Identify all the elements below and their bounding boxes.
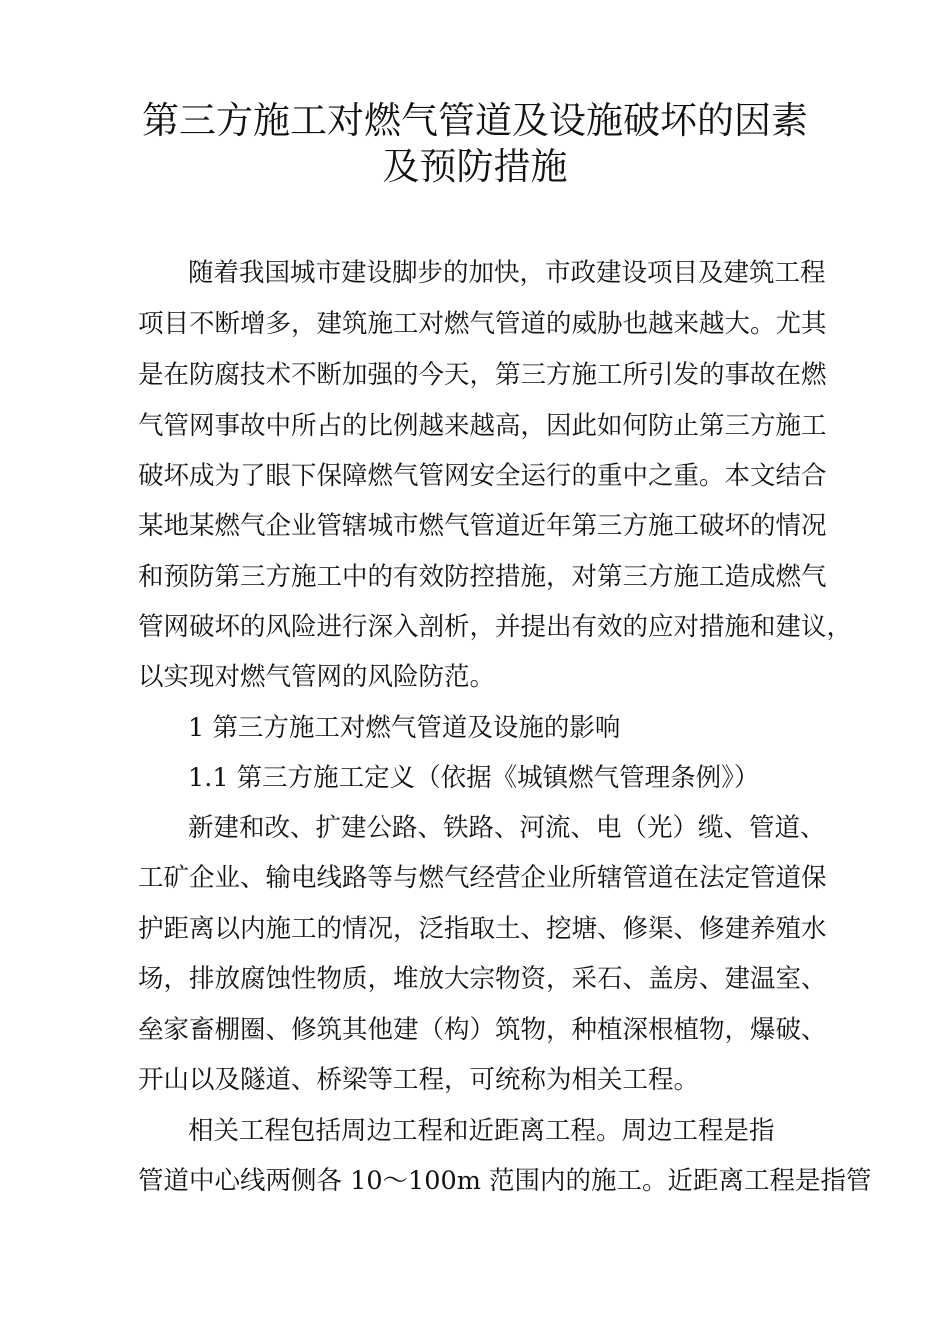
- subsection-heading: 1.1 第三方施工定义（依据《城镇燃气管理条例》）: [188, 763, 760, 793]
- paragraph-line: 和预防第三方施工中的有效防控措施，对第三方施工造成燃气: [138, 562, 827, 592]
- paragraph-line: 随着我国城市建设脚步的加快，市政建设项目及建筑工程: [188, 258, 826, 288]
- paragraph-line: 开山以及隧道、桥梁等工程，可统称为相关工程。: [138, 1065, 700, 1095]
- title-line-1: 第三方施工对燃气管道及设施破坏的因素: [142, 99, 808, 142]
- paragraph-line: 管道中心线两侧各 10～100m 范围内的施工。近距离工程是指管: [138, 1166, 872, 1196]
- paragraph-line: 以实现对燃气管网的风险防范。: [138, 662, 496, 692]
- paragraph-line: 工矿企业、输电线路等与燃气经营企业所辖管道在法定管道保: [138, 863, 827, 893]
- paragraph-line: 垒家畜棚圈、修筑其他建（构）筑物，种植深根植物，爆破、: [138, 1015, 827, 1045]
- document-title: [0, 98, 950, 190]
- paragraph-line: 护距离以内施工的情况，泛指取土、挖塘、修渠、修建养殖水: [138, 914, 827, 944]
- paragraph-line: 相关工程包括周边工程和近距离工程。周边工程是指: [188, 1116, 775, 1146]
- section-heading: 1 第三方施工对燃气管道及设施的影响: [188, 713, 621, 743]
- paragraph-line: 新建和改、扩建公路、铁路、河流、电（光）缆、管道、: [188, 813, 826, 843]
- paragraph-line: 气管网事故中所占的比例越来越高，因此如何防止第三方施工: [138, 411, 827, 441]
- paragraph-line: 是在防腐技术不断加强的今天，第三方施工所引发的事故在燃: [138, 360, 827, 390]
- title-line-2: 及预防措施: [382, 145, 568, 188]
- paragraph-line: 管网破坏的风险进行深入剖析，并提出有效的应对措施和建议，: [138, 612, 853, 642]
- paragraph-line: 项目不断增多，建筑施工对燃气管道的威胁也越来越大。尤其: [138, 309, 827, 339]
- paragraph-line: 某地某燃气企业管辖城市燃气管道近年第三方施工破坏的情况: [138, 511, 827, 541]
- paragraph-line: 破坏成为了眼下保障燃气管网安全运行的重中之重。本文结合: [138, 461, 827, 491]
- paragraph-line: 场，排放腐蚀性物质，堆放大宗物资，采石、盖房、建温室、: [138, 964, 827, 994]
